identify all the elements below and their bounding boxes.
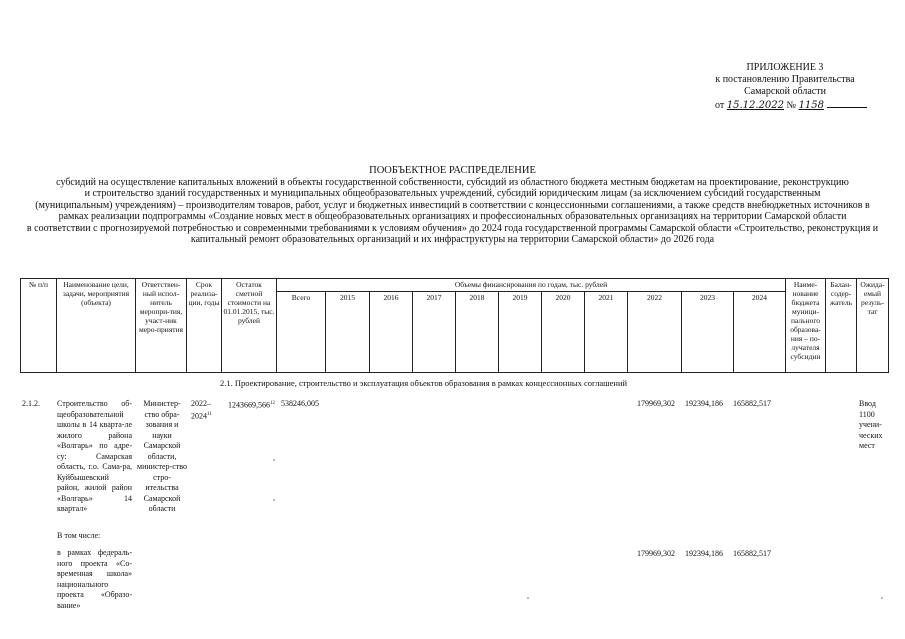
row1-remaining <box>228 399 275 411</box>
row1-responsible: Министер-ство обра-зования и науки Самарской области, министер-ство стро-ительства Самарской области <box>137 399 187 513</box>
header-expected-result: Ожида-емый резуль-тат <box>856 278 889 373</box>
row1-2023: 192394,186 <box>685 399 723 408</box>
header-total: Всего <box>276 291 326 373</box>
from-label: от <box>715 100 725 111</box>
row2-2024: 165882,517 <box>733 549 771 558</box>
appendix-resolution: к постановлению Правительства <box>715 74 855 85</box>
title-line-6: капитальный ремонт образовательных организаций и их инфраструктуры на территории Самарской области» до 2026 года <box>190 234 715 245</box>
table-header <box>20 278 889 373</box>
row1-term-note: 11 <box>207 411 212 417</box>
header-balance-holder: Балан-содер-жатель <box>825 278 857 373</box>
number-underline <box>827 107 867 108</box>
header-name: Наименование цели, задачи, мероприятия (объекта) <box>56 278 136 373</box>
row1-term-value: 2022–2024 <box>191 399 211 421</box>
scan-speck <box>273 459 275 461</box>
title-heading: ПООБЪЕКТНОЕ РАСПРЕДЕЛЕНИЕ <box>369 165 536 176</box>
header-year-2021: 2021 <box>584 291 628 373</box>
header-year-2020: 2020 <box>541 291 585 373</box>
resolution-date-number <box>715 100 867 111</box>
header-year-2018: 2018 <box>455 291 499 373</box>
row1-2022: 179969,302 <box>637 399 675 408</box>
scan-speck <box>881 597 883 599</box>
header-budget-name: Наиме-нование бюджета муници-пального образова-ния – по-лучателя субсидии <box>785 278 826 373</box>
resolution-date: 15.12.2022 <box>726 100 785 111</box>
row1-name: Строительство об-щеобразовательной школы в 14 кварта-ле жилого района «Волгарь» по адре-су: Самарская область, г.о. Сама-ра, Куйбышевский район, жилой район «Волгарь» 14 квартал» <box>57 399 132 513</box>
row1-num: 2.1.2. <box>22 399 40 408</box>
appendix-title: ПРИЛОЖЕНИЕ 3 <box>746 62 824 73</box>
header-year-2019: 2019 <box>498 291 542 373</box>
scan-speck <box>273 499 275 501</box>
number-label: № <box>786 100 797 111</box>
row2-2022: 179969,302 <box>637 549 675 558</box>
including-label: В том числе: <box>57 531 101 540</box>
header-year-2022: 2022 <box>627 291 682 373</box>
header-year-2023: 2023 <box>681 291 734 373</box>
appendix-block <box>700 62 870 98</box>
header-term: Срок реализа-ции, годы <box>186 278 222 373</box>
row2-name: в рамках федераль-ного проекта «Со-временная школа» национального проекта «Образо-вание» <box>57 548 132 610</box>
header-num: № п/п <box>20 278 57 373</box>
row1-term <box>191 399 221 422</box>
document-title <box>20 165 885 246</box>
row1-result: Ввод 1100 учени-ческих мест <box>859 399 883 450</box>
header-year-2017: 2017 <box>412 291 456 373</box>
title-line-1: субсидий на осуществление капитальных вложений в объекты государственной собственности, субсидий из областного бюджета местным бюджетам на проектирование, реконструкцию <box>56 176 849 188</box>
header-year-2015: 2015 <box>325 291 370 373</box>
row1-total: 538246,005 <box>281 399 319 408</box>
header-year-2016: 2016 <box>369 291 413 373</box>
header-responsible: Ответствен-ный испол-нитель меропри-тия, участ-ник меро-приятия <box>135 278 187 373</box>
scan-speck <box>527 597 529 599</box>
title-line-2: и строительство зданий государственных и муниципальных общеобразовательных учреждений, субсидий юридическим лицам (за исключением субсидий государственным <box>84 188 821 199</box>
row1-remaining-note: 12 <box>270 401 275 406</box>
row2-2023: 192394,186 <box>685 549 723 558</box>
resolution-number: 1158 <box>798 100 825 111</box>
header-year-2024: 2024 <box>733 291 786 373</box>
section-heading: 2.1. Проектирование, строительство и эксплуатация объектов образования в рамках концессионных соглашений <box>220 378 628 388</box>
title-line-5: в соответствии с прогнозируемой потребностью и современными требованиями к условиям обучения» до 2024 года государственной программы Самарской области «Строительство, реконструкция и <box>26 222 879 234</box>
header-funding: Объемы финансирования по годам, тыс. рублей <box>276 278 786 292</box>
title-line-3: (муниципальным) учреждениям) – производителям товаров, работ, услуг и бюджетных инвестиций в соответствии с концессионными соглашениями, а также средств внебюджетных источников в <box>35 199 870 211</box>
row1-2024: 165882,517 <box>733 399 771 408</box>
row1-remaining-value: 1243669,566 <box>228 400 270 410</box>
header-remaining: Остаток сметной стоимости на 01.01.2015, тыс. рублей <box>221 278 277 373</box>
title-line-4: рамках реализации подпрограммы «Создание новых мест в общеобразовательных организациях и профессиональных образовательных организациях на территории Самарской области <box>58 211 847 222</box>
appendix-region: Самарской области <box>744 86 826 97</box>
